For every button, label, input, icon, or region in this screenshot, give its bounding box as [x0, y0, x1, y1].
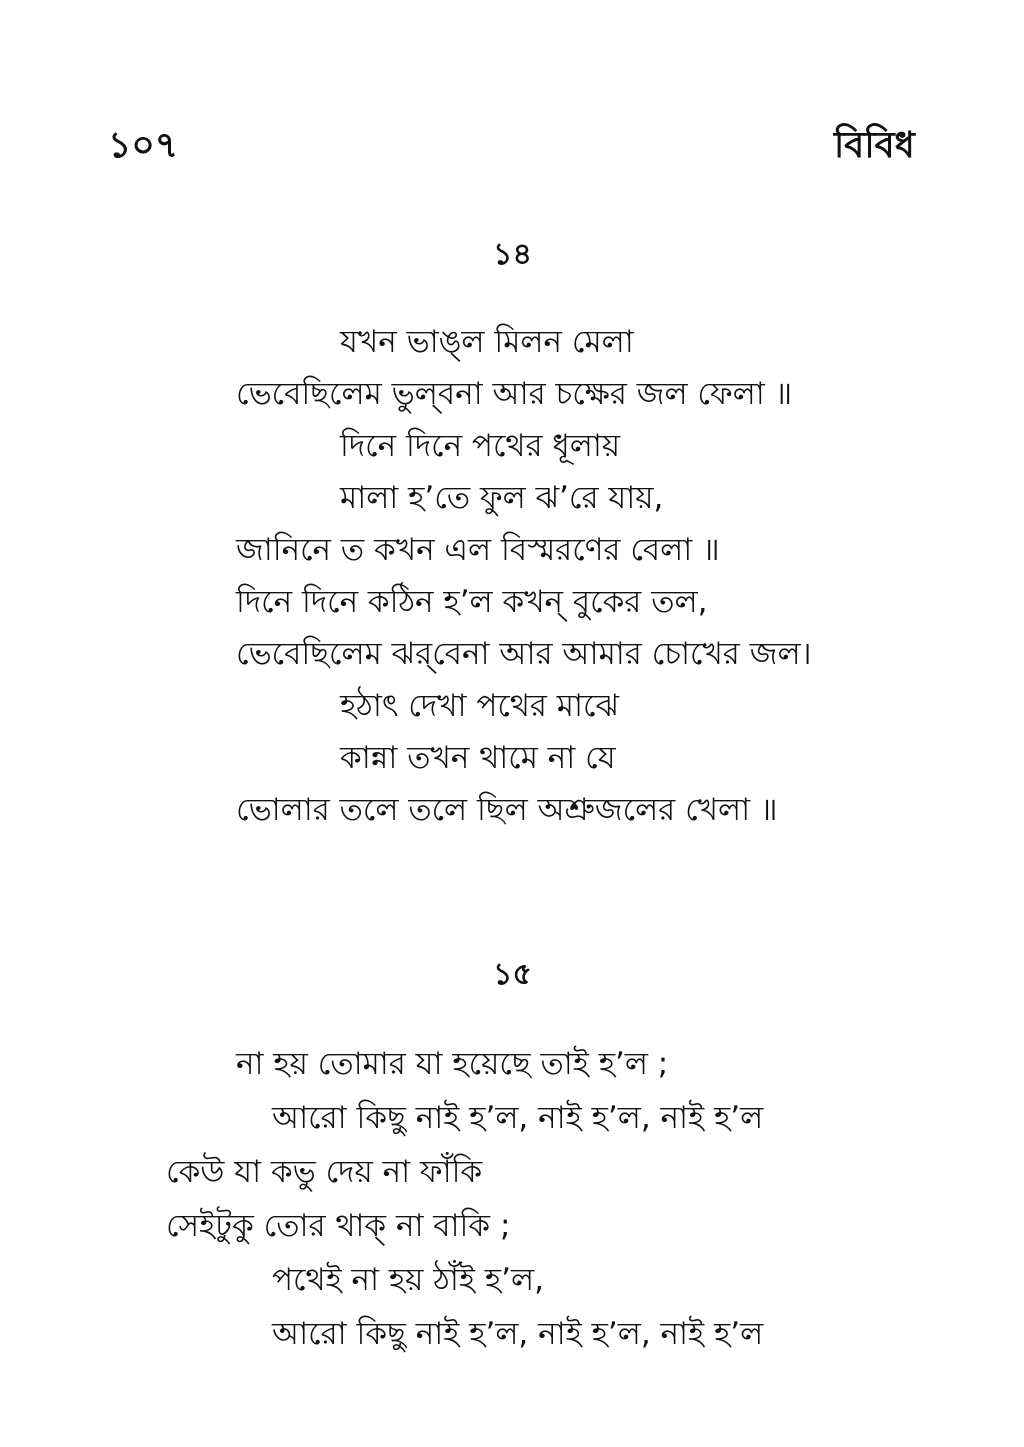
- song-line: দিনে দিনে কঠিন হ’ল কখন্‌ বুকের তল,: [236, 584, 708, 620]
- song-line: সেইটুকু তোর থাক্‌ না বাকি ;: [166, 1208, 511, 1244]
- song-number: ১৪: [493, 237, 532, 272]
- song-line: না হয় তোমার যা হয়েছে তাই হ’ল ;: [236, 1046, 669, 1082]
- song-line: দিনে দিনে পথের ধূলায়: [340, 428, 621, 464]
- song-line: যখন ভাঙ্‌ল মিলন মেলা: [340, 324, 634, 360]
- song-line: পথেই না হয় ঠাঁই হ’ল,: [272, 1262, 544, 1298]
- song-number: ১৫: [493, 957, 532, 992]
- song-line: কান্না তখন থামে না যে: [340, 740, 616, 776]
- section-title: বিবিধ: [834, 125, 915, 166]
- song-line: আরো কিছু নাই হ’ল, নাই হ’ল, নাই হ’ল: [272, 1100, 764, 1136]
- song-line: আরো কিছু নাই হ’ল, নাই হ’ল, নাই হ’ল: [272, 1316, 764, 1352]
- song-line: ভোলার তলে তলে ছিল অশ্রুজলের খেলা ॥: [236, 792, 778, 828]
- song-line: জানিনে ত কখন এল বিস্মরণের বেলা ॥: [236, 532, 720, 568]
- song-line: ভেবেছিলেম ঝর্‌বেনা আর আমার চোখের জল।: [236, 636, 812, 672]
- song-line: ভেবেছিলেম ভুল্‌বনা আর চক্ষের জল ফেলা ॥: [236, 376, 793, 412]
- song-line: হঠাৎ দেখা পথের মাঝে: [340, 688, 619, 724]
- song-line: কেউ যা কভু দেয় না ফাঁকি: [166, 1154, 483, 1190]
- song-line: মালা হ’তে ফুল ঝ’রে যায়,: [340, 480, 664, 516]
- page-number: ১০৭: [108, 125, 179, 166]
